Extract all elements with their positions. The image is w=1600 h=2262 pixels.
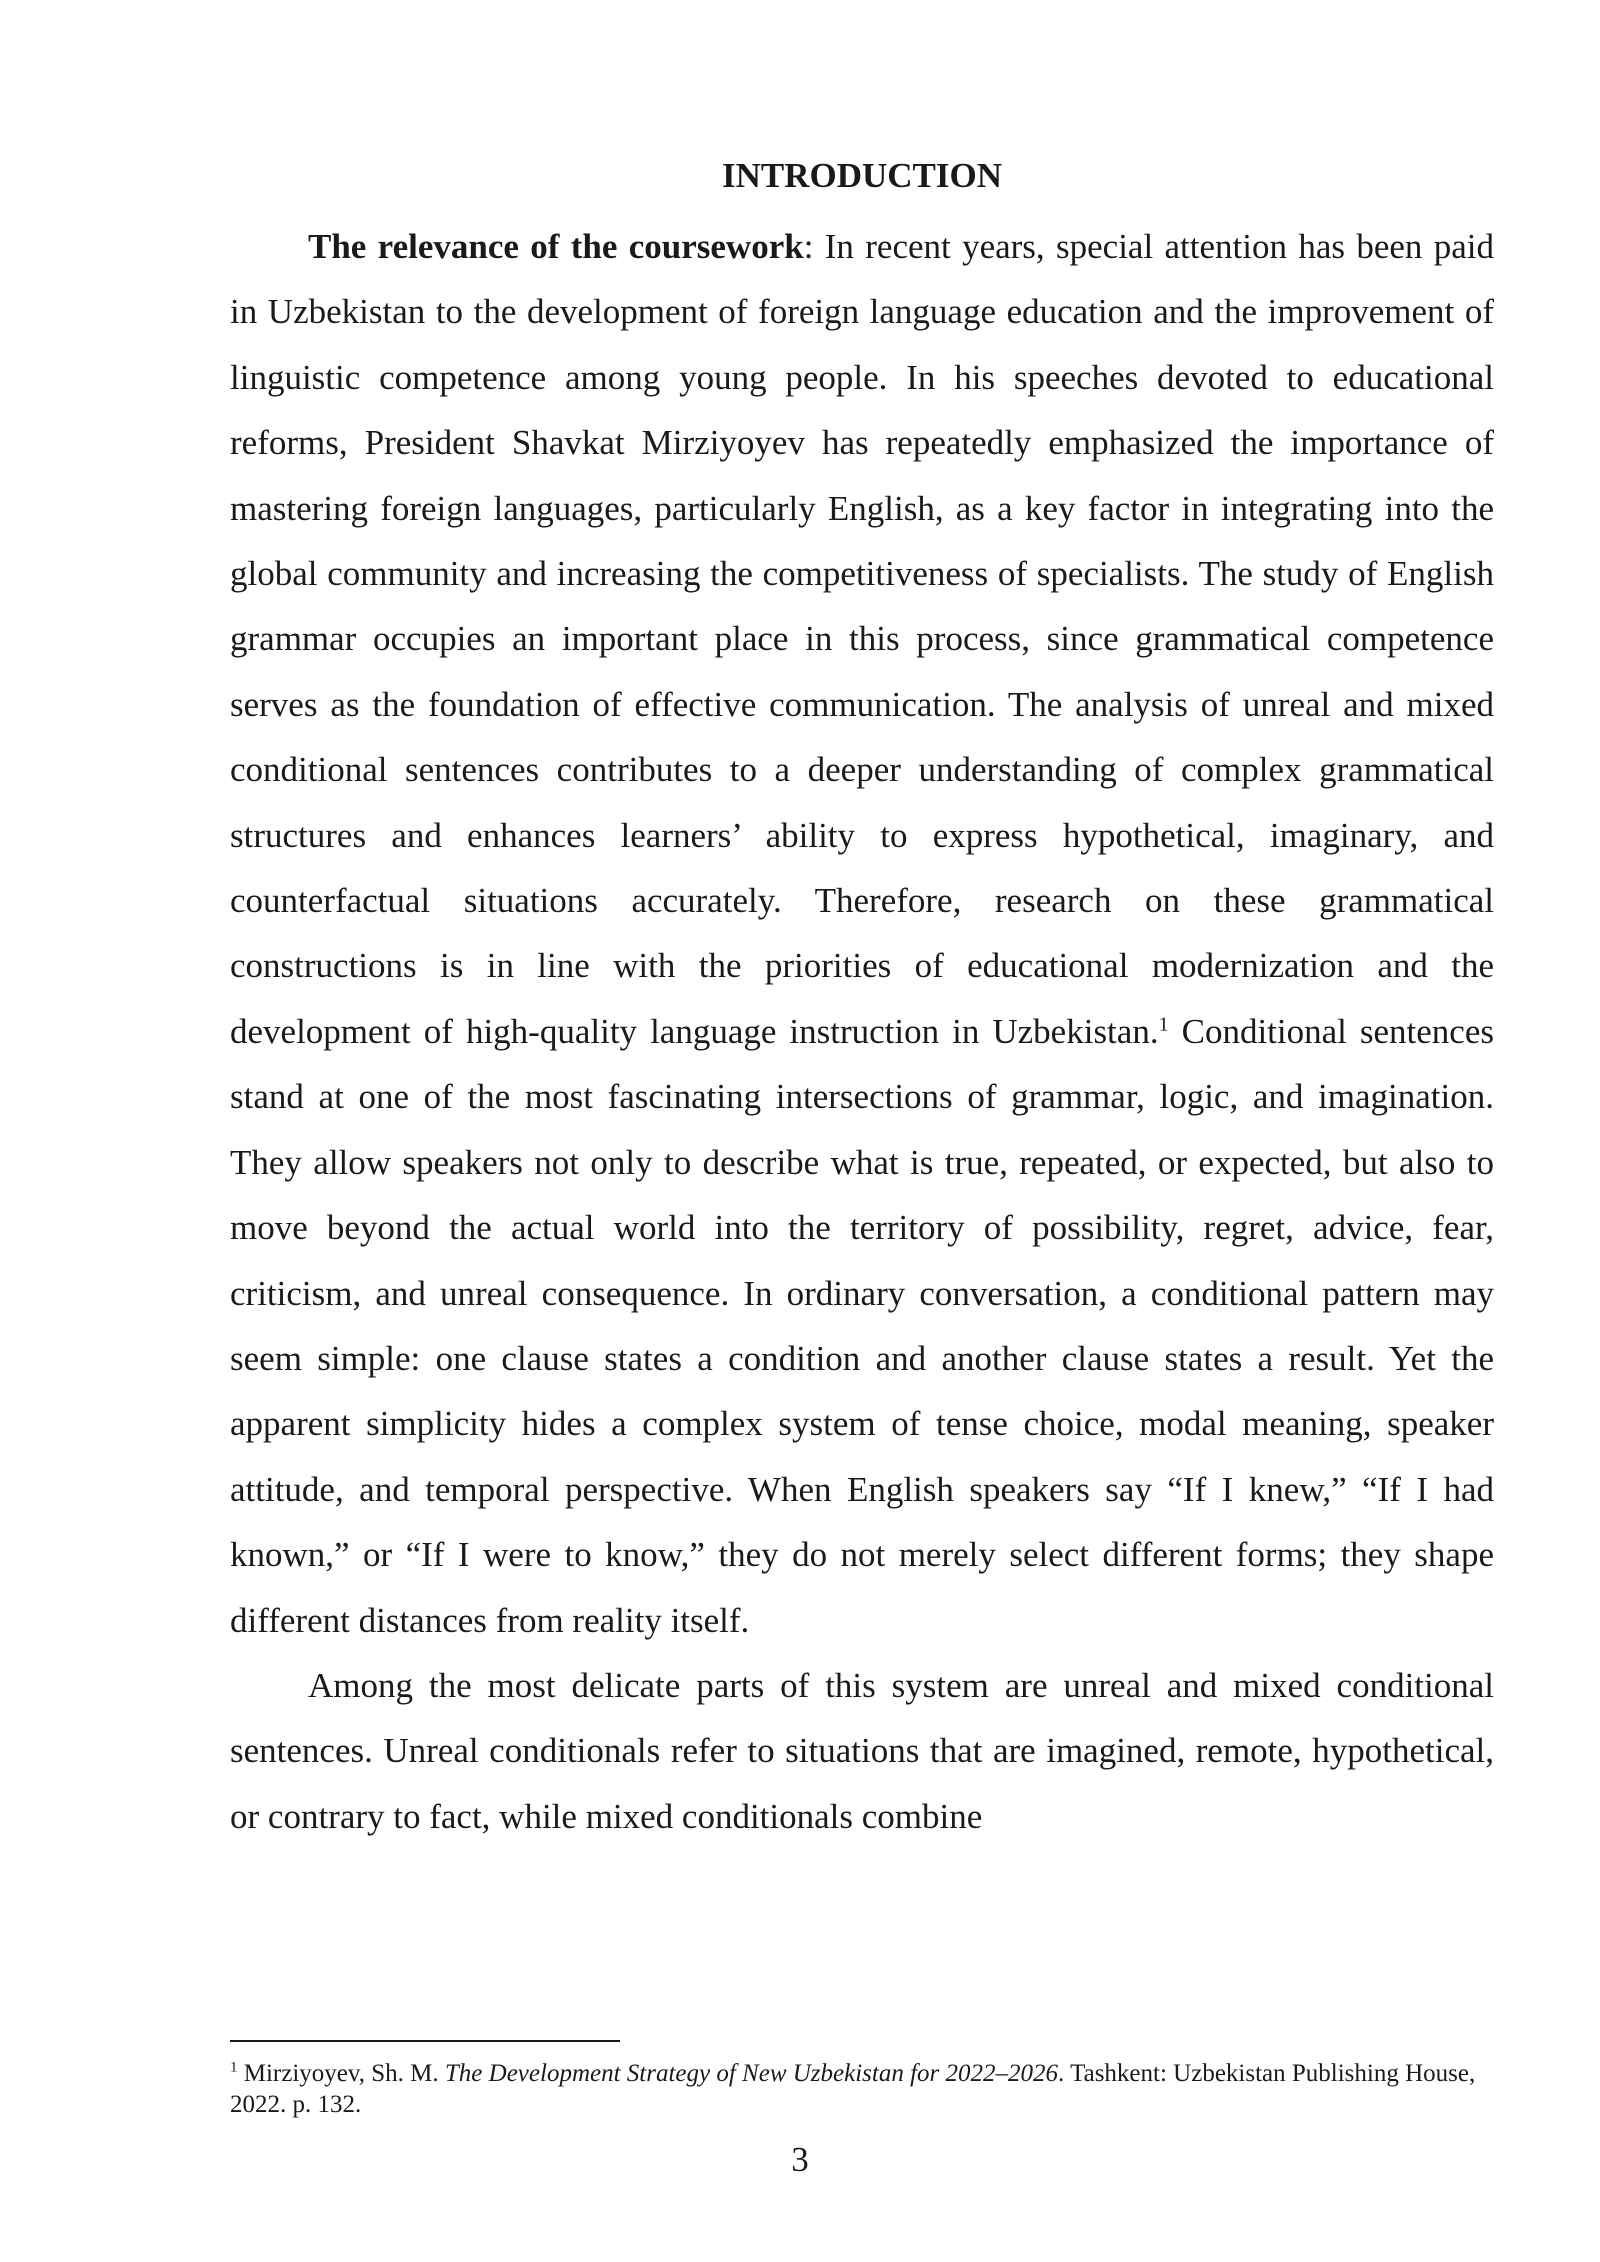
footnote-title: The Development Strategy of New Uzbekistan for 2022–2026 [444, 2060, 1059, 2087]
footnote-publication: . Tashkent: Uzbekistan Publishing House, 2022. p. 132. [230, 2060, 1476, 2118]
page-number: 3 [791, 2140, 809, 2179]
paragraph-text-continued: Conditional sentences stand at one of the most fascinating intersections of grammar, logic, and imagination. They allow speakers not only to describe what is true, repeated, or expected, but also to move beyond the actual world into the territory of possibility, regret, advice, fear, criticism, and unreal consequence. In ordinary conversation, a conditional pattern may seem simple: one clause states a condition and another clause states a result. Yet the apparent simplicity hides a complex system of tense choice, modal meaning, speaker attitude, and temporal perspective. When English speakers say “If I knew,” “If I had known,” or “If I were to know,” they do not merely select different forms; they shape different distances from reality itself. [230, 1011, 1494, 1640]
section-heading: INTRODUCTION [721, 156, 1003, 195]
footnote [230, 2058, 1494, 2120]
footnote-author: Mirziyoyev, Sh. M. [237, 2060, 445, 2087]
paragraph-text: : In recent years, special attention has been paid in Uzbekistan to the development of foreign language education and the improvement of linguistic competence among young people. In his speeches devoted to educational reforms, President Shavkat Mirziyoyev has repeatedly emphasized the importance of mastering foreign languages, particularly English, as a key factor in integrating into the global community and increasing the competitiveness of specialists. The study of English grammar occupies an important place in this process, since grammatical competence serves as the foundation of effective communication. The analysis of unreal and mixed conditional sentences contributes to a deeper understanding of complex grammatical structures and enhances learners’ ability to express hypothetical, imaginary, and counterfactual situations accurately. Therefore, research on these grammatical constructions is in line with the priorities of educational modernization and the development of high-quality language instruction in Uzbekistan. [230, 227, 1494, 1051]
footnote-separator [230, 2040, 620, 2042]
footnote-reference[interactable]: 1 [1158, 1013, 1169, 1036]
page-body [230, 150, 1494, 1849]
paragraph-lead: The relevance of the coursework [308, 227, 804, 266]
paragraph-relevance [230, 214, 1494, 1653]
paragraph-unreal-mixed: Among the most delicate parts of this system are unreal and mixed conditional sentences. Unreal conditionals refer to situations that are imagined, remote, hypothetical, or contrary to fact, while mixed conditionals combine [230, 1665, 1494, 1836]
footnote-number: 1 [230, 2059, 238, 2076]
